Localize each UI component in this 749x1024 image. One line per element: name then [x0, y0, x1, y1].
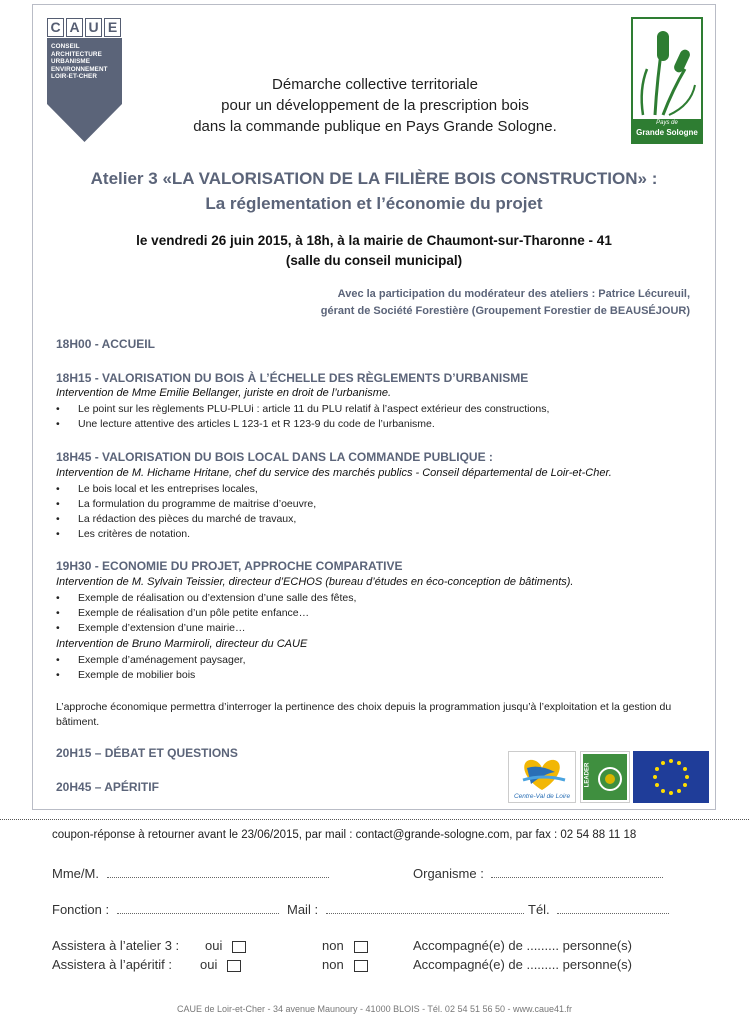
field-label: Mail :	[287, 902, 319, 917]
section-2-title: 18H45 - VALORISATION DU BOIS LOCAL DANS LA COMMANDE PUBLIQUE :	[56, 450, 493, 464]
fill-line[interactable]	[117, 903, 279, 914]
field-mme[interactable]	[52, 866, 329, 881]
list-item-text: Exemple d’aménagement paysager,	[78, 654, 246, 666]
intro-line: pour un développement de la prescription bois	[221, 97, 529, 114]
field-label: Tél.	[528, 902, 550, 917]
caue-letter: E	[104, 18, 121, 37]
list-item-text: La rédaction des pièces du marché de travaux,	[78, 513, 297, 525]
pays-grande-sologne-logo	[631, 17, 703, 144]
fill-line[interactable]	[107, 867, 329, 878]
participation-line: gérant de Société Forestière (Groupement Forestier de BEAUSÉJOUR)	[320, 305, 690, 317]
eu-stars-icon	[633, 751, 709, 803]
list-item: • Exemple d’extension d’une mairie…	[56, 622, 246, 634]
list-item: • Exemple de mobilier bois	[56, 669, 196, 681]
fill-line[interactable]	[326, 903, 524, 914]
list-item-text: Une lecture attentive des articles L 123-1 et R 123-9 du code de l’urbanisme.	[78, 418, 435, 430]
caue-line: URBANISME	[51, 58, 91, 66]
section-2-speaker: Intervention de M. Hichame Hritane, chef du service des marchés publics - Conseil départemental de Loir-et-Cher.	[56, 467, 612, 479]
list-item-text: Exemple de réalisation d’un pôle petite enfance…	[78, 607, 310, 619]
pays-logo-line1: Pays de	[656, 120, 678, 126]
list-item: • Exemple de réalisation d’un pôle petite enfance…	[56, 607, 310, 619]
list-item-text: Le point sur les règlements PLU-PLUi : article 11 du PLU relatif à l’aspect extérieur des constructions,	[78, 403, 550, 415]
fill-line[interactable]	[557, 903, 669, 914]
intro-line: dans la commande publique en Pays Grande Sologne.	[193, 118, 557, 135]
program-accueil: 18H00 - ACCUEIL	[56, 337, 155, 351]
participation	[200, 286, 690, 320]
atelier-non[interactable]	[322, 938, 368, 953]
leader-logo	[580, 751, 630, 803]
accomp-label: Accompagné(e) de	[413, 957, 523, 972]
aperitif-oui[interactable]	[200, 957, 241, 972]
non-label: non	[322, 938, 344, 953]
caue-letter: U	[85, 18, 102, 37]
list-item-text: Exemple d’extension d’une mairie…	[78, 622, 246, 634]
personnes-label: personne(s)	[562, 938, 632, 953]
accomp-dots[interactable]: .........	[526, 938, 559, 953]
list-item-text: Les critères de notation.	[78, 528, 191, 540]
list-item: • Les critères de notation.	[56, 528, 191, 540]
section-1-speaker: Intervention de Mme Emilie Bellanger, juriste en droit de l’urbanisme.	[56, 387, 392, 399]
list-item-text: La formulation du programme de maitrise d’oeuvre,	[78, 498, 317, 510]
list-item: • Le bois local et les entreprises locales,	[56, 483, 258, 495]
caue-letter: A	[66, 18, 83, 37]
checkbox[interactable]	[232, 941, 246, 953]
caue-line: CONSEIL	[51, 43, 80, 50]
coupon-title-contact: , par mail : contact@grande-sologne.com, par fax : 02 54 88 11 18	[298, 829, 637, 841]
reed-icon	[633, 19, 701, 119]
intro-text	[150, 74, 600, 137]
intro-line: Démarche collective territoriale	[272, 76, 478, 93]
caue-pennant	[47, 34, 122, 142]
fill-line[interactable]	[491, 867, 663, 878]
field-fonction[interactable]	[52, 902, 279, 917]
section-3-speaker: Intervention de M. Sylvain Teissier, directeur d’ECHOS (bureau d’études en éco-conception de bâtiments).	[56, 576, 574, 588]
aperitif-non[interactable]	[322, 957, 368, 972]
list-item-text: Exemple de mobilier bois	[78, 669, 196, 681]
list-item: • Exemple d’aménagement paysager,	[56, 654, 246, 666]
coupon-title	[52, 829, 636, 841]
list-item: • Le point sur les règlements PLU-PLUi : article 11 du PLU relatif à l’aspect extérieur des constructions,	[56, 403, 550, 415]
field-organisme[interactable]	[413, 866, 663, 881]
personnes-label: personne(s)	[562, 957, 632, 972]
list-item: • La formulation du programme de maitrise d’oeuvre,	[56, 498, 317, 510]
leader-logo-text: LEADER	[584, 762, 591, 788]
accomp-dots[interactable]: .........	[526, 957, 559, 972]
atelier-oui[interactable]	[205, 938, 246, 953]
participation-line: Avec la participation du modérateur des ateliers : Patrice Lécureuil,	[337, 288, 690, 300]
atelier-subtitle: La réglementation et l’économie du projet	[205, 194, 543, 213]
list-item: • Exemple de réalisation ou d’extension d’une salle des fêtes,	[56, 592, 357, 604]
oui-label: oui	[205, 938, 223, 953]
region-logo-text: Centre-Val de Loire	[513, 793, 571, 800]
coupon-title-main: coupon-réponse à retourner avant le 23/06/2015	[52, 829, 299, 841]
checkbox[interactable]	[227, 960, 241, 972]
atelier-title: Atelier 3 «LA VALORISATION DE LA FILIÈRE BOIS CONSTRUCTION» :	[90, 169, 658, 188]
conclusion-text: L’approche économique permettra d’interroger la pertinence des choix depuis la programmation jusqu’à l’exploitation et la gestion du bâtiment.	[56, 701, 672, 728]
aperitif-accompagne[interactable]	[413, 957, 632, 972]
program-aperitif: 20H45 – APÉRITIF	[56, 780, 159, 794]
eu-flag-logo	[633, 751, 709, 803]
list-item: • Une lecture attentive des articles L 123-1 et R 123-9 du code de l’urbanisme.	[56, 418, 435, 430]
non-label: non	[322, 957, 344, 972]
section-1-title: 18H15 - VALORISATION DU BOIS À L’ÉCHELLE DES RÈGLEMENTS D’URBANISME	[56, 371, 529, 385]
field-mail[interactable]	[287, 902, 524, 917]
atelier-accompagne[interactable]	[413, 938, 632, 953]
caue-letter: C	[47, 18, 64, 37]
field-tel[interactable]	[528, 902, 669, 917]
heart-icon	[509, 754, 575, 794]
list-item: • La rédaction des pièces du marché de travaux,	[56, 513, 297, 525]
row-aperitif	[52, 957, 172, 972]
row-atelier	[52, 938, 179, 953]
region-centre-logo	[508, 751, 576, 803]
pays-logo-line2: Grande Sologne	[636, 128, 698, 137]
footer-address: CAUE de Loir-et-Cher - 34 avenue Maunoury - 41000 BLOIS - Tél. 02 54 51 56 50 - www.caue41.fr	[176, 1004, 573, 1014]
caue-line: ARCHITECTURE	[51, 50, 102, 58]
checkbox[interactable]	[354, 960, 368, 972]
list-item-text: Exemple de réalisation ou d’extension d’une salle des fêtes,	[78, 592, 357, 604]
atelier-label: Assistera à l’atelier 3 :	[52, 938, 180, 953]
field-label: Mme/M.	[52, 866, 99, 881]
oui-label: oui	[200, 957, 218, 972]
event-date: le vendredi 26 juin 2015, à 18h, à la mairie de Chaumont-sur-Tharonne - 41	[136, 233, 612, 248]
leader-emblem-icon	[595, 764, 625, 794]
list-item-text: Le bois local et les entreprises locales,	[78, 483, 258, 495]
event-room: (salle du conseil municipal)	[285, 253, 463, 268]
accomp-label: Accompagné(e) de	[413, 938, 523, 953]
aperitif-label: Assistera à l’apéritif :	[52, 957, 172, 972]
section-3-title: 19H30 - ECONOMIE DU PROJET, APPROCHE COMPARATIVE	[56, 559, 403, 573]
section-3-speaker-2: Intervention de Bruno Marmiroli, directeur du CAUE	[56, 638, 308, 650]
checkbox[interactable]	[354, 941, 368, 953]
caue-line: LOIR-ET-CHER	[51, 73, 97, 81]
field-label: Fonction :	[52, 902, 110, 917]
field-label: Organisme :	[413, 866, 484, 881]
cut-line	[0, 819, 749, 820]
caue-line: ENVIRONNEMENT	[51, 65, 108, 73]
program-debat: 20H15 – DÉBAT ET QUESTIONS	[56, 746, 238, 760]
